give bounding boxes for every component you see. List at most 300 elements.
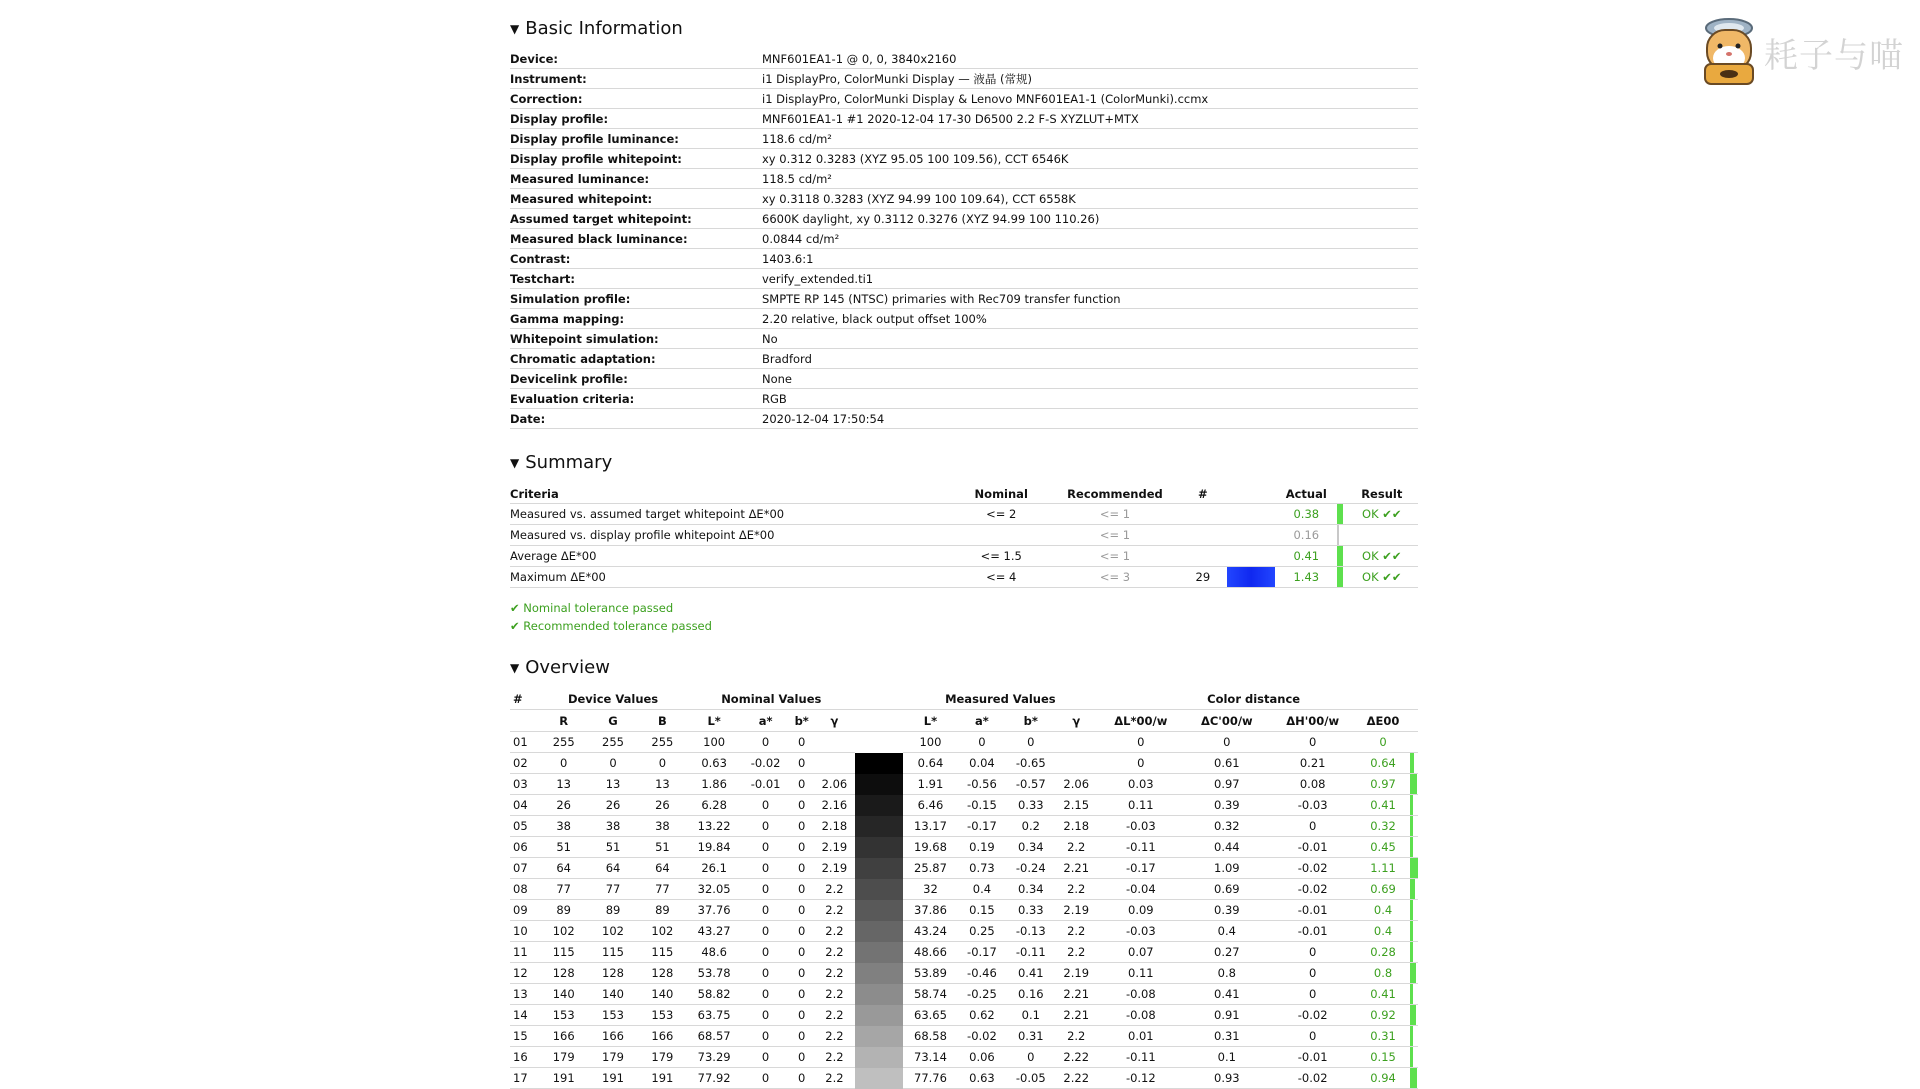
info-row <box>510 389 1418 409</box>
delta-e-bar-cell <box>1410 774 1418 795</box>
value-cell: 1.91 <box>903 774 957 795</box>
value-cell: 0.01 <box>1097 1026 1184 1047</box>
criteria-cell: Measured vs. assumed target whitepoint ΔE*00 <box>510 504 955 525</box>
value-cell: 2.22 <box>1055 1047 1097 1068</box>
section-title: Summary <box>525 452 613 473</box>
value-cell: 0 <box>588 753 637 774</box>
delta-e-bar <box>1410 774 1417 794</box>
value-cell: 2.2 <box>1055 942 1097 963</box>
num-cell: 29 <box>1182 567 1223 588</box>
criteria-cell: Measured vs. display profile whitepoint ΔE*00 <box>510 525 955 546</box>
info-value: 2020-12-04 17:50:54 <box>762 409 1418 429</box>
value-cell: -0.17 <box>1097 858 1184 879</box>
value-cell: 0.08 <box>1269 774 1356 795</box>
value-cell: 0.4 <box>958 879 1007 900</box>
info-value: SMPTE RP 145 (NTSC) primaries with Rec709 transfer function <box>762 289 1418 309</box>
value-cell: 102 <box>638 921 687 942</box>
value-cell <box>813 732 855 753</box>
value-cell: 0 <box>790 942 813 963</box>
info-key: Display profile: <box>510 109 762 129</box>
col-header: a* <box>741 710 790 732</box>
value-cell: 2.18 <box>1055 816 1097 837</box>
delta-e-bar <box>1410 900 1413 920</box>
nominal-cell: <= 4 <box>955 567 1048 588</box>
info-value: xy 0.312 0.3283 (XYZ 95.05 100 109.56), CCT 6546K <box>762 149 1418 169</box>
result-bar-cell <box>1337 504 1345 525</box>
value-cell: 38 <box>588 816 637 837</box>
color-swatch <box>855 753 903 774</box>
delta-e-cell: 0.31 <box>1356 1026 1410 1047</box>
group-bar <box>1410 689 1418 710</box>
delta-e-bar-cell <box>1410 1068 1418 1089</box>
result-cell: OK ✔✔ <box>1346 504 1418 525</box>
value-cell: 32 <box>903 879 957 900</box>
info-value: MNF601EA1-1 #1 2020-12-04 17-30 D6500 2.2 F-S XYZLUT+MTX <box>762 109 1418 129</box>
info-key: Device: <box>510 49 762 69</box>
col-nominal: Nominal <box>955 484 1048 504</box>
info-row <box>510 129 1418 149</box>
value-cell: 0 <box>1269 963 1356 984</box>
value-cell: -0.02 <box>958 1026 1007 1047</box>
value-cell: 0.64 <box>903 753 957 774</box>
overview-row <box>510 858 1418 879</box>
value-cell: 0 <box>790 900 813 921</box>
value-cell: 19.84 <box>687 837 741 858</box>
value-cell: 0 <box>1269 942 1356 963</box>
value-cell: 26 <box>539 795 588 816</box>
value-cell: 43.27 <box>687 921 741 942</box>
summary-row <box>510 525 1418 546</box>
overview-row <box>510 1026 1418 1047</box>
col-recommended: Recommended <box>1048 484 1182 504</box>
value-cell: 115 <box>638 942 687 963</box>
delta-e-bar <box>1410 753 1414 773</box>
color-swatch <box>855 900 903 921</box>
value-cell: 2.15 <box>1055 795 1097 816</box>
value-cell: 153 <box>588 1005 637 1026</box>
result-bar <box>1337 525 1339 545</box>
value-cell: 0.4 <box>1184 921 1269 942</box>
delta-e-bar-cell <box>1410 1005 1418 1026</box>
result-cell: OK ✔✔ <box>1346 546 1418 567</box>
row-number: 06 <box>510 837 539 858</box>
value-cell: 0.44 <box>1184 837 1269 858</box>
value-cell: 0 <box>741 1005 790 1026</box>
value-cell: 179 <box>638 1047 687 1068</box>
value-cell: 2.2 <box>813 984 855 1005</box>
value-cell: 0 <box>1269 732 1356 753</box>
value-cell: 77 <box>638 879 687 900</box>
delta-e-bar-cell <box>1410 858 1418 879</box>
nominal-passed-note: ✔ Nominal tolerance passed <box>510 601 674 615</box>
info-row <box>510 309 1418 329</box>
value-cell: 0 <box>790 795 813 816</box>
value-cell: 140 <box>539 984 588 1005</box>
value-cell: 0.31 <box>1184 1026 1269 1047</box>
value-cell: -0.02 <box>1269 1068 1356 1089</box>
color-swatch <box>855 942 903 963</box>
info-row <box>510 329 1418 349</box>
color-swatch <box>855 795 903 816</box>
overview-row <box>510 921 1418 942</box>
value-cell: -0.01 <box>741 774 790 795</box>
value-cell: 2.06 <box>1055 774 1097 795</box>
value-cell: -0.03 <box>1097 921 1184 942</box>
nominal-cell: <= 2 <box>955 504 1048 525</box>
overview-row <box>510 879 1418 900</box>
info-key: Chromatic adaptation: <box>510 349 762 369</box>
delta-e-bar-cell <box>1410 732 1418 753</box>
col-header: R <box>539 710 588 732</box>
summary-row <box>510 504 1418 525</box>
result-cell <box>1346 525 1418 546</box>
value-cell: 191 <box>638 1068 687 1089</box>
value-cell: 0 <box>790 753 813 774</box>
value-cell: 0 <box>638 753 687 774</box>
overview-row <box>510 816 1418 837</box>
color-swatch <box>855 921 903 942</box>
value-cell: 2.2 <box>813 879 855 900</box>
value-cell: 0.97 <box>1184 774 1269 795</box>
value-cell: 0.32 <box>1184 816 1269 837</box>
delta-e-bar-cell <box>1410 900 1418 921</box>
value-cell: 2.19 <box>1055 900 1097 921</box>
value-cell: 2.2 <box>813 1026 855 1047</box>
value-cell: 0.39 <box>1184 795 1269 816</box>
info-key: Gamma mapping: <box>510 309 762 329</box>
delta-e-bar-cell <box>1410 837 1418 858</box>
delta-e-cell: 0.4 <box>1356 900 1410 921</box>
value-cell: 26 <box>588 795 637 816</box>
watermark-logo <box>1700 16 1904 88</box>
value-cell: 140 <box>588 984 637 1005</box>
value-cell: 63.75 <box>687 1005 741 1026</box>
value-cell: 0.73 <box>958 858 1007 879</box>
value-cell: 2.19 <box>1055 963 1097 984</box>
value-cell: 38 <box>638 816 687 837</box>
value-cell: 0 <box>1006 1047 1055 1068</box>
criteria-cell: Average ΔE*00 <box>510 546 955 567</box>
value-cell: 2.16 <box>813 795 855 816</box>
value-cell: -0.01 <box>1269 1047 1356 1068</box>
value-cell: 2.18 <box>813 816 855 837</box>
recommended-cell: <= 1 <box>1048 546 1182 567</box>
delta-e-bar <box>1410 963 1416 983</box>
info-value: 6600K daylight, xy 0.3112 0.3276 (XYZ 94.99 100 110.26) <box>762 209 1418 229</box>
color-swatch <box>855 984 903 1005</box>
blue-bar-cell <box>1224 525 1276 546</box>
col-bar <box>1224 484 1276 504</box>
value-cell: 68.57 <box>687 1026 741 1047</box>
col-header: L* <box>687 710 741 732</box>
color-swatch <box>855 1068 903 1089</box>
value-cell: -0.03 <box>1097 816 1184 837</box>
blue-bar-cell <box>1224 504 1276 525</box>
value-cell: -0.02 <box>741 753 790 774</box>
result-bar <box>1337 546 1343 566</box>
value-cell: 0.11 <box>1097 963 1184 984</box>
value-cell: 2.2 <box>813 942 855 963</box>
delta-e-cell: 0.4 <box>1356 921 1410 942</box>
recommended-passed-note: ✔ Recommended tolerance passed <box>510 619 712 633</box>
value-cell: 166 <box>539 1026 588 1047</box>
row-number: 03 <box>510 774 539 795</box>
col-header: b* <box>790 710 813 732</box>
result-bar <box>1337 504 1343 524</box>
nominal-cell: <= 1.5 <box>955 546 1048 567</box>
delta-e-bar-cell <box>1410 1047 1418 1068</box>
value-cell: 64 <box>539 858 588 879</box>
col-header: ΔL*00/w <box>1097 710 1184 732</box>
value-cell: -0.02 <box>1269 879 1356 900</box>
info-key: Instrument: <box>510 69 762 89</box>
value-cell: 153 <box>539 1005 588 1026</box>
value-cell: -0.15 <box>958 795 1007 816</box>
value-cell: 13 <box>638 774 687 795</box>
info-value: xy 0.3118 0.3283 (XYZ 94.99 100 109.64), CCT 6558K <box>762 189 1418 209</box>
value-cell: 2.2 <box>813 1047 855 1068</box>
value-cell: 0.1 <box>1184 1047 1269 1068</box>
value-cell: 0.06 <box>958 1047 1007 1068</box>
info-value: 118.5 cd/m² <box>762 169 1418 189</box>
info-row <box>510 109 1418 129</box>
value-cell: 0 <box>790 732 813 753</box>
col-header: G <box>588 710 637 732</box>
value-cell: -0.57 <box>1006 774 1055 795</box>
delta-e-bar <box>1410 795 1413 815</box>
delta-e-cell: 0.32 <box>1356 816 1410 837</box>
value-cell: -0.56 <box>958 774 1007 795</box>
info-key: Measured luminance: <box>510 169 762 189</box>
info-value: 118.6 cd/m² <box>762 129 1418 149</box>
value-cell: 2.21 <box>1055 858 1097 879</box>
value-cell: 26 <box>638 795 687 816</box>
summary-table <box>510 484 1418 588</box>
col-header: ΔC'00/w <box>1184 710 1269 732</box>
info-row <box>510 189 1418 209</box>
info-key: Display profile whitepoint: <box>510 149 762 169</box>
value-cell: 6.46 <box>903 795 957 816</box>
info-value: Bradford <box>762 349 1418 369</box>
row-number: 07 <box>510 858 539 879</box>
row-number: 12 <box>510 963 539 984</box>
value-cell: 0 <box>790 837 813 858</box>
info-row <box>510 349 1418 369</box>
delta-e-bar <box>1410 1068 1417 1088</box>
value-cell: 0 <box>741 1026 790 1047</box>
col-header: γ <box>813 710 855 732</box>
col-header: a* <box>958 710 1007 732</box>
col-criteria: Criteria <box>510 484 955 504</box>
delta-e-bar <box>1410 1026 1413 1046</box>
info-row <box>510 289 1418 309</box>
value-cell: 2.2 <box>813 921 855 942</box>
col-swatch <box>855 710 903 732</box>
info-value: i1 DisplayPro, ColorMunki Display & Lenovo MNF601EA1-1 (ColorMunki).ccmx <box>762 89 1418 109</box>
nominal-cell <box>955 525 1048 546</box>
delta-e-bar <box>1410 879 1415 899</box>
overview-row <box>510 963 1418 984</box>
collapse-triangle-icon: ▼ <box>510 21 520 36</box>
result-bar-cell <box>1337 546 1345 567</box>
value-cell: 58.74 <box>903 984 957 1005</box>
recommended-cell: <= 1 <box>1048 504 1182 525</box>
value-cell: 53.78 <box>687 963 741 984</box>
value-cell: 0 <box>741 858 790 879</box>
info-row <box>510 249 1418 269</box>
summary-toggle[interactable] <box>510 452 612 473</box>
value-cell: 2.19 <box>813 837 855 858</box>
value-cell: 68.58 <box>903 1026 957 1047</box>
value-cell: 0.33 <box>1006 900 1055 921</box>
col-num: # <box>1182 484 1223 504</box>
value-cell: 128 <box>588 963 637 984</box>
delta-e-bar-cell <box>1410 942 1418 963</box>
row-number: 11 <box>510 942 539 963</box>
value-cell: 255 <box>539 732 588 753</box>
overview-row <box>510 942 1418 963</box>
value-cell: -0.11 <box>1097 837 1184 858</box>
value-cell: 0.15 <box>958 900 1007 921</box>
value-cell: 0 <box>741 921 790 942</box>
col-header: γ <box>1055 710 1097 732</box>
delta-e-cell: 0 <box>1356 732 1410 753</box>
value-cell: -0.12 <box>1097 1068 1184 1089</box>
value-cell: 89 <box>588 900 637 921</box>
max-delta-bar <box>1227 567 1275 587</box>
overview-row <box>510 984 1418 1005</box>
value-cell: -0.02 <box>1269 1005 1356 1026</box>
value-cell: 73.14 <box>903 1047 957 1068</box>
group-nominal-values: Nominal Values <box>687 689 855 710</box>
value-cell: 0.27 <box>1184 942 1269 963</box>
value-cell: 73.29 <box>687 1047 741 1068</box>
value-cell: 0.39 <box>1184 900 1269 921</box>
overview-table <box>510 689 1418 1089</box>
info-row <box>510 409 1418 429</box>
color-swatch <box>855 816 903 837</box>
value-cell: 2.2 <box>1055 879 1097 900</box>
value-cell: 2.19 <box>813 858 855 879</box>
value-cell: 26.1 <box>687 858 741 879</box>
value-cell: 179 <box>588 1047 637 1068</box>
value-cell: 77 <box>539 879 588 900</box>
value-cell: 0.34 <box>1006 879 1055 900</box>
row-number: 02 <box>510 753 539 774</box>
value-cell: -0.11 <box>1006 942 1055 963</box>
delta-e-cell: 0.64 <box>1356 753 1410 774</box>
color-swatch <box>855 963 903 984</box>
value-cell: 0 <box>741 900 790 921</box>
value-cell: 0.04 <box>958 753 1007 774</box>
value-cell: 0 <box>958 732 1007 753</box>
info-row <box>510 149 1418 169</box>
delta-e-bar <box>1410 942 1413 962</box>
value-cell: 0 <box>741 984 790 1005</box>
recommended-cell: <= 3 <box>1048 567 1182 588</box>
info-row <box>510 49 1418 69</box>
value-cell: 2.2 <box>1055 837 1097 858</box>
value-cell: 2.2 <box>1055 921 1097 942</box>
basic-info-table <box>510 49 1418 429</box>
info-key: Testchart: <box>510 269 762 289</box>
delta-e-cell: 0.41 <box>1356 984 1410 1005</box>
delta-e-bar-cell <box>1410 921 1418 942</box>
value-cell: 77.92 <box>687 1068 741 1089</box>
summary-row <box>510 567 1418 588</box>
value-cell: 32.05 <box>687 879 741 900</box>
value-cell: 13 <box>588 774 637 795</box>
info-value: 2.20 relative, black output offset 100% <box>762 309 1418 329</box>
value-cell: 100 <box>687 732 741 753</box>
value-cell: 2.06 <box>813 774 855 795</box>
value-cell: -0.02 <box>1269 858 1356 879</box>
value-cell: 1.09 <box>1184 858 1269 879</box>
value-cell: 0.63 <box>958 1068 1007 1089</box>
value-cell: 0.93 <box>1184 1068 1269 1089</box>
value-cell: 0 <box>790 921 813 942</box>
value-cell: 0 <box>741 1068 790 1089</box>
value-cell: 0.09 <box>1097 900 1184 921</box>
value-cell: 53.89 <box>903 963 957 984</box>
value-cell: 0 <box>790 774 813 795</box>
basic-information-toggle[interactable] <box>510 18 683 39</box>
delta-e-cell: 0.41 <box>1356 795 1410 816</box>
value-cell: 0 <box>741 732 790 753</box>
color-swatch <box>855 774 903 795</box>
value-cell: 0 <box>790 858 813 879</box>
info-key: Assumed target whitepoint: <box>510 209 762 229</box>
color-swatch <box>855 1047 903 1068</box>
color-swatch <box>855 1026 903 1047</box>
value-cell: 115 <box>588 942 637 963</box>
delta-e-bar <box>1410 921 1413 941</box>
collapse-triangle-icon: ▼ <box>510 455 520 470</box>
delta-e-cell: 0.28 <box>1356 942 1410 963</box>
value-cell: 13.22 <box>687 816 741 837</box>
value-cell: -0.65 <box>1006 753 1055 774</box>
value-cell: 128 <box>539 963 588 984</box>
value-cell: 0.19 <box>958 837 1007 858</box>
col-header: b* <box>1006 710 1055 732</box>
row-number: 15 <box>510 1026 539 1047</box>
info-row <box>510 229 1418 249</box>
value-cell: -0.01 <box>1269 921 1356 942</box>
delta-e-cell: 0.45 <box>1356 837 1410 858</box>
value-cell: 0 <box>790 984 813 1005</box>
delta-e-bar-cell <box>1410 816 1418 837</box>
value-cell: 0 <box>1269 1026 1356 1047</box>
value-cell: -0.01 <box>1269 900 1356 921</box>
value-cell: 0.31 <box>1006 1026 1055 1047</box>
delta-e-cell: 0.69 <box>1356 879 1410 900</box>
delta-e-cell: 0.92 <box>1356 1005 1410 1026</box>
recommended-cell: <= 1 <box>1048 525 1182 546</box>
result-bar <box>1337 567 1343 587</box>
info-key: Measured whitepoint: <box>510 189 762 209</box>
value-cell: -0.05 <box>1006 1068 1055 1089</box>
info-key: Devicelink profile: <box>510 369 762 389</box>
value-cell: 0.07 <box>1097 942 1184 963</box>
color-swatch <box>855 858 903 879</box>
value-cell: 2.22 <box>1055 1068 1097 1089</box>
overview-toggle[interactable] <box>510 657 610 678</box>
col-result-bar <box>1337 484 1345 504</box>
group-measured-values: Measured Values <box>903 689 1097 710</box>
delta-e-cell: 0.94 <box>1356 1068 1410 1089</box>
value-cell: 43.24 <box>903 921 957 942</box>
overview-row <box>510 1005 1418 1026</box>
